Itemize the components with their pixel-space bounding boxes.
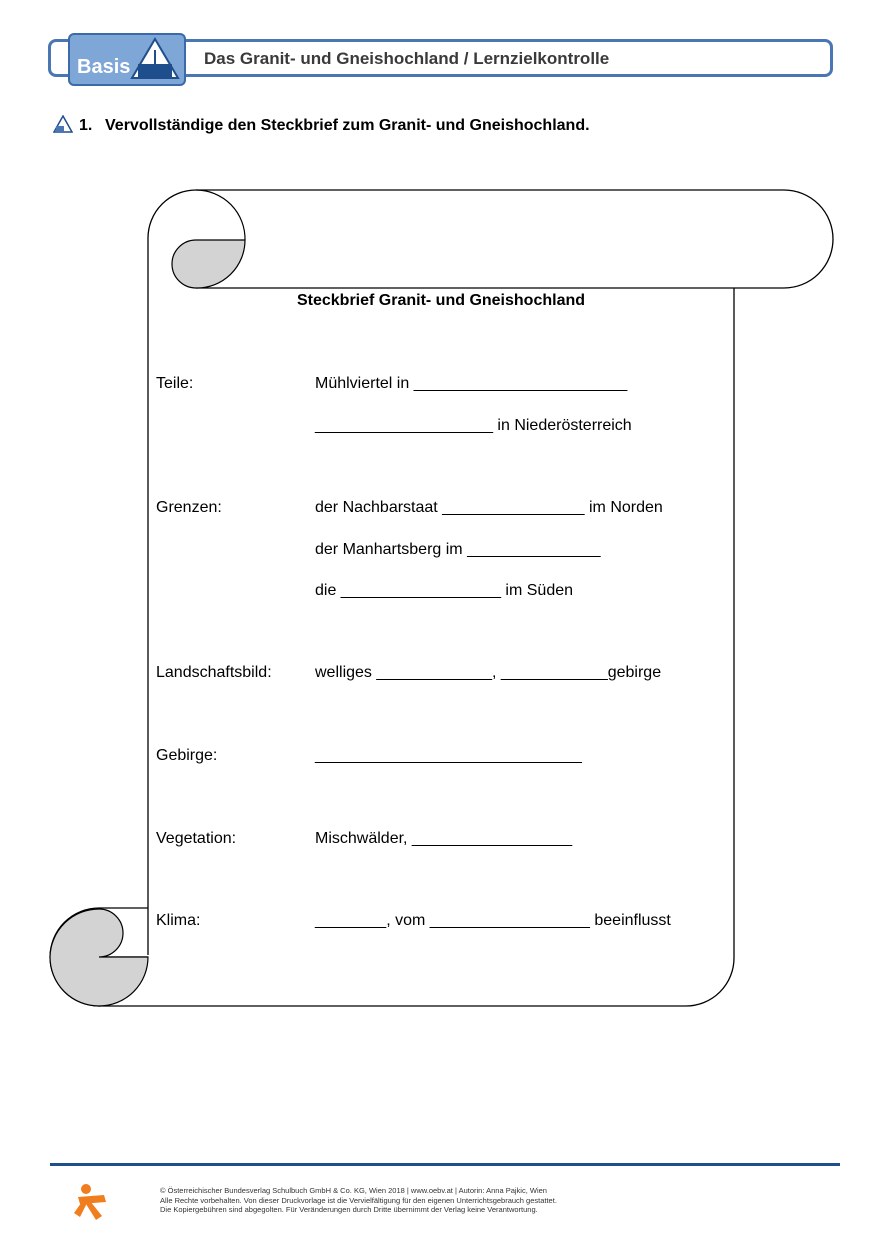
publisher-logo-icon <box>72 1183 110 1221</box>
grenzen-line-3: die __________________ im Süden <box>315 582 574 599</box>
label-vegetation: Vegetation: <box>156 830 237 847</box>
teile-line-1: Mühlviertel in ________________________ <box>315 375 628 392</box>
footer-line-2: Alle Rechte vorbehalten. Von dieser Druckvorlage ist die Vervielfältigung für den eigenen Unterrichtsgebrauch gestattet. <box>160 1195 557 1205</box>
footer-line-1: © Österreichischer Bundesverlag Schulbuch GmbH & Co. KG, Wien 2018 | www.oebv.at | Autorin: Anna Pajkic, Wien <box>160 1186 547 1195</box>
task-number: 1. <box>79 117 93 134</box>
label-gebirge: Gebirge: <box>156 747 218 764</box>
footer-legal <box>160 1186 557 1215</box>
vegetation-line-1: Mischwälder, __________________ <box>315 830 573 847</box>
teile-line-2: ____________________ in Niederösterreich <box>315 417 632 434</box>
label-grenzen: Grenzen: <box>156 499 222 516</box>
klima-line-1: ________, vom __________________ beeinflusst <box>315 912 671 929</box>
steckbrief-title: Steckbrief Granit- und Gneishochland <box>296 292 586 309</box>
label-klima: Klima: <box>156 912 201 929</box>
grenzen-line-2: der Manhartsberg im _______________ <box>315 541 601 558</box>
grenzen-line-1: der Nachbarstaat ________________ im Norden <box>315 499 663 516</box>
footer-divider <box>50 1163 840 1166</box>
label-landschaftsbild: Landschaftsbild: <box>156 664 272 681</box>
label-teile: Teile: <box>156 375 194 392</box>
badge-label: Basis <box>77 56 131 78</box>
landschaftsbild-line-1: welliges _____________, ____________gebirge <box>315 664 662 681</box>
task-text: Vervollständige den Steckbrief zum Granit- und Gneishochland. <box>105 117 590 134</box>
page-title: Das Granit- und Gneishochland / Lernzielkontrolle <box>204 49 610 68</box>
gebirge-line-1: ______________________________ <box>315 747 582 764</box>
footer-line-3: Die Kopiergebühren sind abgegolten. Für Veränderungen durch Dritte übernimmt der Verlag keine Verantwortung. <box>160 1205 538 1214</box>
